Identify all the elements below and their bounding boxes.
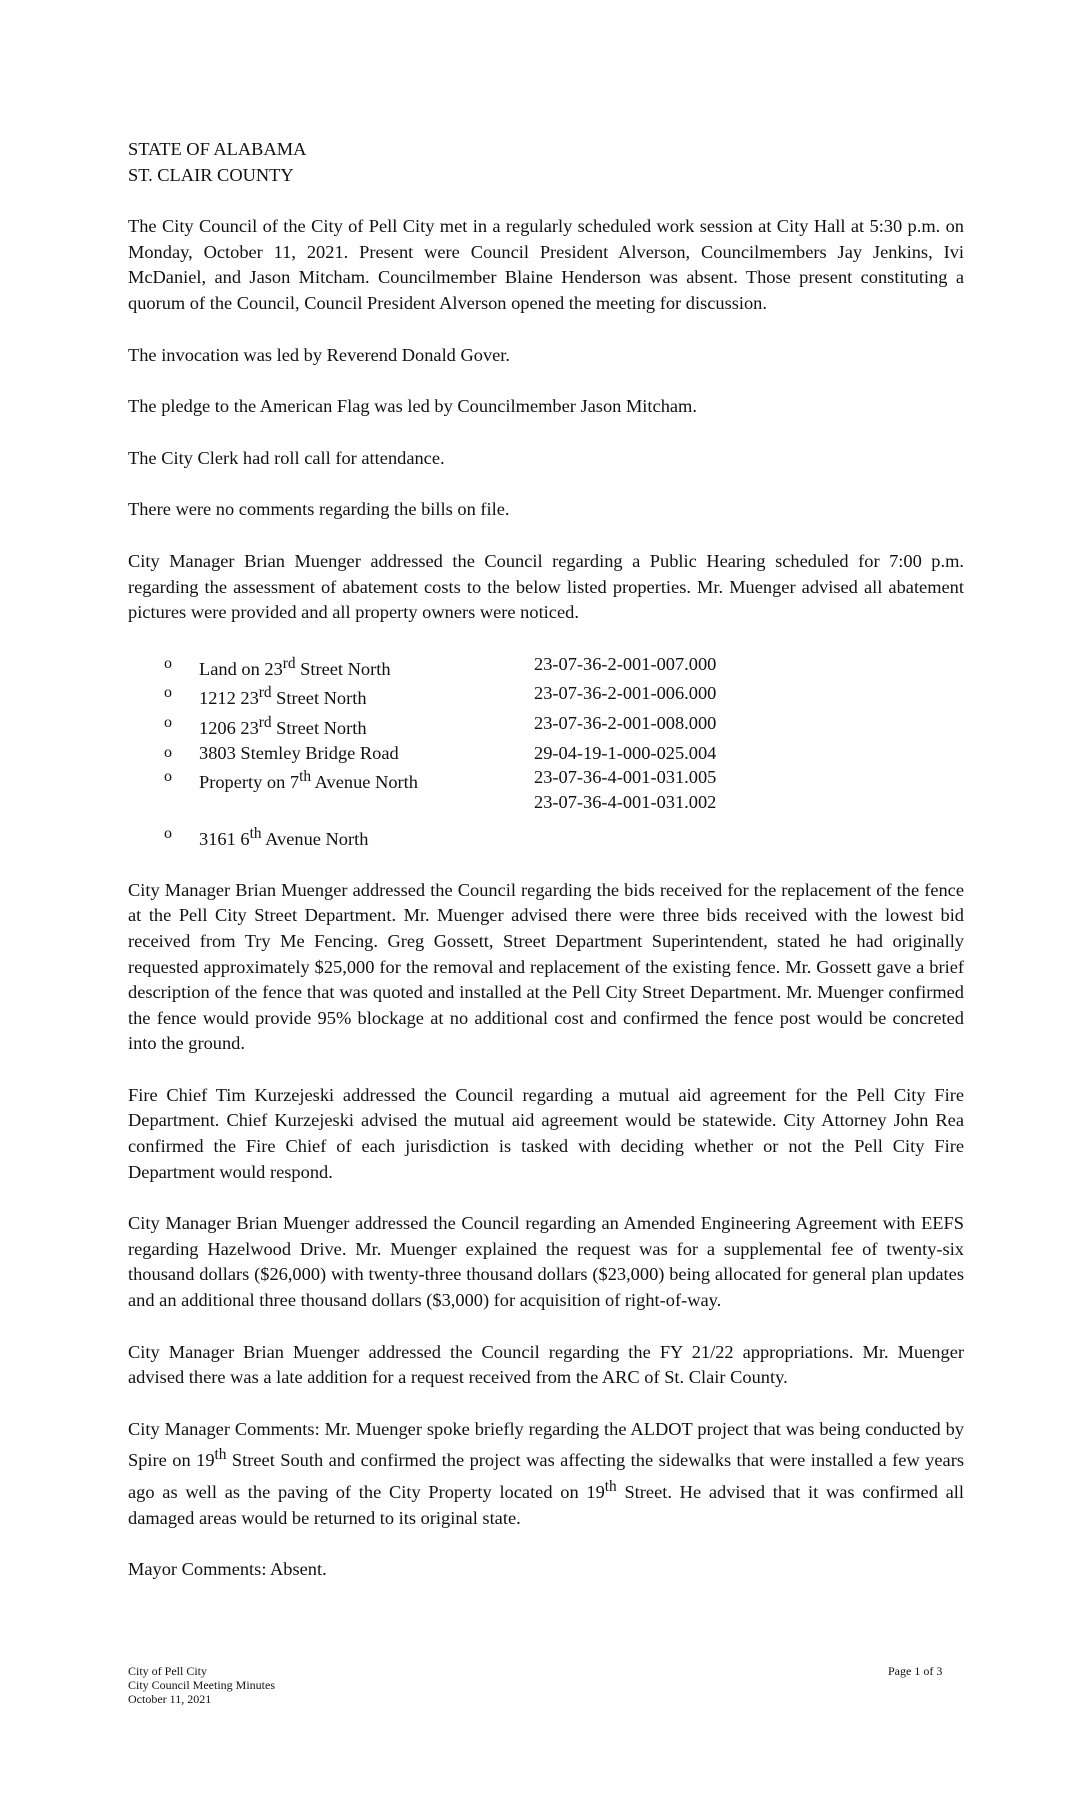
county-heading: ST. CLAIR COUNTY — [128, 164, 294, 185]
appropriations-paragraph: City Manager Brian Muenger addressed the Council regarding the FY 21/22 appropriations. Mr. Muenger advised there was a late addition for a request received from the ARC of St. Clair County. — [128, 1341, 964, 1388]
mayor-comments-paragraph: Mayor Comments: Absent. — [128, 1559, 327, 1580]
property-address: 3161 6th Avenue North — [199, 825, 369, 850]
property-address: 3803 Stemley Bridge Road — [199, 742, 399, 763]
list-bullet: o — [164, 654, 172, 672]
bills-paragraph: There were no comments regarding the bills on file. — [128, 499, 510, 520]
property-list — [128, 652, 964, 852]
property-item — [128, 765, 964, 814]
footer-city: City of Pell City — [128, 1664, 208, 1678]
public-hearing-paragraph: City Manager Brian Muenger addressed the Council regarding a Public Hearing scheduled for 7:00 p.m. regarding the assessment of abatement costs to the below listed properties. Mr. Muenger advised all abatement pictures were provided and all property owners were noticed. — [128, 550, 964, 623]
fence-bids-paragraph: City Manager Brian Muenger addressed the Council regarding the bids received for the replacement of the fence at the Pell City Street Department. Mr. Muenger advised there were three bids received with the lowest bid received from Try Me Fencing. Greg Gossett, Street Department Superintendent, stated he had originally requested approximately $25,000 for the removal and replacement of the existing fence. Mr. Gossett gave a brief description of the fence that was quoted and installed at the Pell City Street Department. Mr. Muenger confirmed the fence would provide 95% blockage at no additional cost and confirmed the fence post would be concreted into the ground. — [128, 879, 964, 1054]
parcel-numbers: 23-07-36-2-001-007.000 — [534, 653, 717, 674]
property-address: 1212 23rd Street North — [199, 684, 367, 709]
property-item — [128, 711, 964, 741]
opening-paragraph: The City Council of the City of Pell City met in a regularly scheduled work session at City Hall at 5:30 p.m. on Monday, October 11, 2021. Present were Council President Alverson, Councilmembers Jay Jenkins, Ivi McDaniel, and Jason Mitcham. Councilmember Blaine Henderson was absent. Those present constituting a quorum of the Council, Council President Alverson opened the meeting for discussion. — [128, 216, 964, 313]
roll-call-paragraph: The City Clerk had roll call for attendance. — [128, 447, 445, 468]
property-address: Land on 23rd Street North — [199, 654, 391, 679]
document-body — [128, 137, 964, 1609]
parcel-numbers: 23-07-36-4-001-031.005 23-07-36-4-001-031.002 — [534, 767, 717, 812]
property-item — [128, 652, 964, 682]
list-bullet: o — [164, 768, 172, 786]
mutual-aid-paragraph: Fire Chief Tim Kurzejeski addressed the Council regarding a mutual aid agreement for the Pell City Fire Department. Chief Kurzejeski advised the mutual aid agreement would be statewide. City Attorney John Rea confirmed the Fire Chief of each jurisdiction is tasked with deciding whether or not the Pell City Fire Department would respond. — [128, 1084, 964, 1182]
parcel-numbers: 23-07-36-2-001-008.000 — [534, 712, 717, 733]
footer-doc-title: City Council Meeting Minutes — [128, 1678, 275, 1692]
property-address: Property on 7th Avenue North — [199, 768, 418, 793]
property-address: 1206 23rd Street North — [199, 713, 367, 739]
property-item — [128, 741, 964, 766]
list-bullet: o — [164, 743, 172, 761]
parcel-numbers: 29-04-19-1-000-025.004 — [534, 742, 717, 763]
footer-info — [128, 1664, 275, 1706]
parcel-numbers: 23-07-36-2-001-006.000 — [534, 683, 717, 704]
invocation-paragraph: The invocation was led by Reverend Donald Gover. — [128, 344, 511, 365]
city-manager-comments-paragraph: City Manager Comments: Mr. Muenger spoke briefly regarding the ALDOT project that was being conducted by Spire on 19th Street South and confirmed the project was affecting the sidewalks that were installed a few years ago as well as the paving of the City Property located on 19th Street. He advised that it was confirmed all damaged areas would be returned to its original state. — [128, 1418, 964, 1528]
page-number: Page 1 of 3 — [888, 1664, 943, 1678]
list-bullet: o — [164, 825, 172, 843]
list-bullet: o — [164, 713, 172, 731]
property-item — [128, 822, 964, 852]
state-heading: STATE OF ALABAMA — [128, 139, 307, 159]
document-header — [128, 137, 964, 188]
engineering-agreement-paragraph: City Manager Brian Muenger addressed the Council regarding an Amended Engineering Agreement with EEFS regarding Hazelwood Drive. Mr. Muenger explained the request was for a supplemental fee of twenty-six thousand dollars ($26,000) with twenty-three thousand dollars ($23,000) being allocated for general plan updates and an additional three thousand dollars ($3,000) for acquisition of right-of-way. — [128, 1213, 964, 1311]
property-item — [128, 681, 964, 711]
list-bullet: o — [164, 684, 172, 702]
pledge-paragraph: The pledge to the American Flag was led by Councilmember Jason Mitcham. — [128, 396, 697, 417]
footer-date: October 11, 2021 — [128, 1692, 212, 1706]
